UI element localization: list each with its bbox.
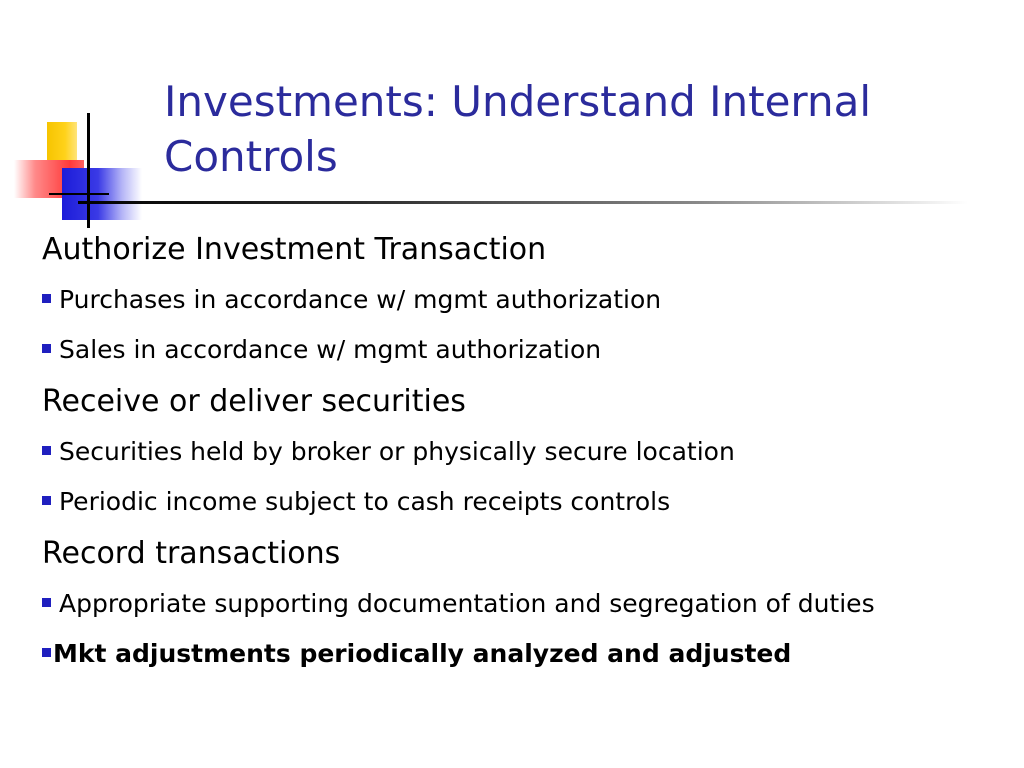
bullet-purchases	[42, 280, 972, 320]
bullet-sales	[42, 330, 972, 370]
bullet-text: Securities held by broker or physically secure location	[59, 437, 735, 466]
bullet-periodic-income	[42, 482, 972, 522]
section-heading-record: Record transactions	[42, 536, 341, 571]
section-heading-receive: Receive or deliver securities	[42, 384, 466, 419]
bullet-text: Purchases in accordance w/ mgmt authorization	[59, 285, 662, 314]
slide-title: Investments: Understand Internal Controls	[164, 77, 871, 181]
bullet-mkt-adjustments	[42, 634, 972, 674]
title-underline-rule	[78, 201, 968, 204]
decorative-squares-logo	[0, 0, 160, 240]
logo-horizontal-line	[49, 193, 109, 195]
slide-body	[42, 228, 972, 684]
logo-vertical-line	[87, 113, 90, 228]
square-bullet-icon	[42, 496, 51, 505]
bullet-text: Sales in accordance w/ mgmt authorization	[59, 335, 602, 364]
square-bullet-icon	[42, 294, 51, 303]
square-bullet-icon	[42, 344, 51, 353]
bullet-documentation	[42, 584, 972, 624]
bullet-text: Appropriate supporting documentation and segregation of duties	[59, 589, 875, 618]
section-heading-authorize: Authorize Investment Transaction	[42, 232, 547, 267]
bullet-securities-held	[42, 432, 972, 472]
square-bullet-icon	[42, 648, 51, 657]
bullet-text: Periodic income subject to cash receipts controls	[59, 487, 671, 516]
square-bullet-icon	[42, 446, 51, 455]
bullet-text: Mkt adjustments periodically analyzed and adjusted	[53, 639, 792, 668]
square-bullet-icon	[42, 598, 51, 607]
